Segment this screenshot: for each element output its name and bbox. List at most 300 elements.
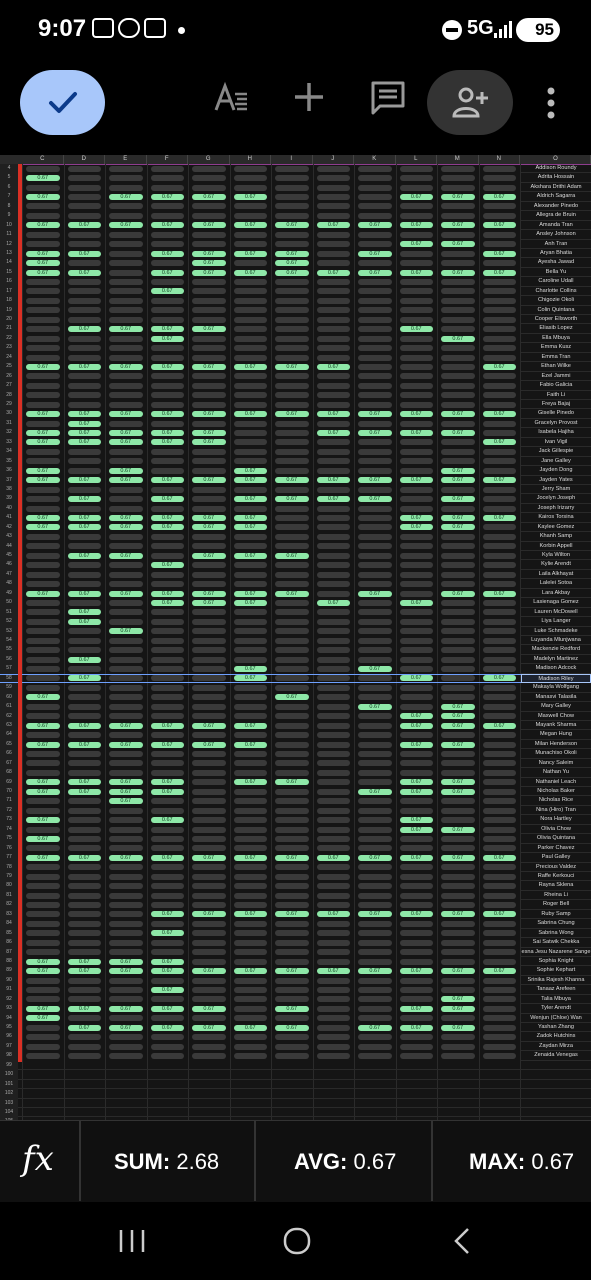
table-cell[interactable]	[26, 487, 60, 493]
table-cell[interactable]	[483, 383, 517, 389]
student-name-cell[interactable]: Isabela Hajiha	[521, 428, 591, 437]
table-cell[interactable]	[400, 732, 434, 738]
empty-row[interactable]	[18, 1099, 591, 1108]
table-cell[interactable]: 0.67	[26, 524, 60, 530]
student-name-cell[interactable]: Sai Satwik Chekka	[521, 938, 591, 947]
table-cell[interactable]	[400, 978, 434, 984]
table-cell[interactable]: 0.67	[192, 251, 226, 257]
table-cell[interactable]	[483, 1053, 517, 1059]
table-cell[interactable]: 0.67	[441, 1006, 475, 1012]
table-cell[interactable]	[68, 373, 102, 379]
table-cell[interactable]	[109, 600, 143, 606]
table-cell[interactable]	[26, 893, 60, 899]
table-cell[interactable]: 0.67	[234, 968, 268, 974]
table-cell[interactable]	[68, 996, 102, 1002]
table-cell[interactable]	[68, 930, 102, 936]
row-header[interactable]: 37	[0, 476, 18, 485]
table-cell[interactable]	[275, 487, 309, 493]
table-cell[interactable]: 0.67	[358, 251, 392, 257]
table-cell[interactable]	[109, 902, 143, 908]
student-name-cell[interactable]: Nicholas Rice	[521, 796, 591, 805]
table-cell[interactable]	[358, 817, 392, 823]
column-header-g[interactable]: G	[188, 155, 230, 164]
table-cell[interactable]	[483, 524, 517, 530]
table-cell[interactable]	[234, 581, 268, 587]
table-cell[interactable]: 0.67	[26, 515, 60, 521]
table-cell[interactable]	[317, 194, 351, 200]
table-cell[interactable]	[317, 185, 351, 191]
table-cell[interactable]	[441, 166, 475, 172]
table-cell[interactable]	[26, 930, 60, 936]
table-cell[interactable]: 0.67	[192, 968, 226, 974]
table-cell[interactable]: 0.67	[68, 496, 102, 502]
table-cell[interactable]	[483, 817, 517, 823]
table-cell[interactable]	[275, 288, 309, 294]
table-cell[interactable]	[400, 392, 434, 398]
table-cell[interactable]	[234, 845, 268, 851]
table-cell[interactable]	[358, 978, 392, 984]
table-cell[interactable]	[400, 317, 434, 323]
table-cell[interactable]	[275, 647, 309, 653]
table-cell[interactable]	[151, 572, 185, 578]
table-cell[interactable]: 0.67	[151, 439, 185, 445]
table-cell[interactable]	[109, 657, 143, 663]
table-cell[interactable]	[400, 628, 434, 634]
table-cell[interactable]: 0.67	[109, 855, 143, 861]
table-cell[interactable]	[400, 449, 434, 455]
table-cell[interactable]	[358, 421, 392, 427]
row-header[interactable]: 51	[0, 608, 18, 617]
table-cell[interactable]	[151, 383, 185, 389]
table-cell[interactable]	[68, 572, 102, 578]
table-cell[interactable]	[26, 307, 60, 313]
table-cell[interactable]	[317, 996, 351, 1002]
row-header[interactable]: 89	[0, 966, 18, 975]
student-name-cell[interactable]: Sophie Kephart	[521, 966, 591, 975]
table-cell[interactable]	[68, 383, 102, 389]
table-cell[interactable]	[317, 355, 351, 361]
table-cell[interactable]: 0.67	[151, 855, 185, 861]
table-cell[interactable]	[317, 506, 351, 512]
row-header[interactable]: 77	[0, 853, 18, 862]
table-cell[interactable]	[358, 458, 392, 464]
table-cell[interactable]	[317, 817, 351, 823]
table-cell[interactable]	[275, 930, 309, 936]
row-header[interactable]: 74	[0, 825, 18, 834]
table-cell[interactable]	[400, 1044, 434, 1050]
table-cell[interactable]	[26, 383, 60, 389]
table-cell[interactable]	[317, 373, 351, 379]
row-header[interactable]: 35	[0, 457, 18, 466]
table-cell[interactable]	[151, 685, 185, 691]
table-cell[interactable]: 0.67	[109, 430, 143, 436]
table-cell[interactable]	[68, 458, 102, 464]
table-cell[interactable]	[400, 940, 434, 946]
table-cell[interactable]	[483, 336, 517, 342]
table-cell[interactable]	[109, 260, 143, 266]
table-cell[interactable]	[358, 487, 392, 493]
table-cell[interactable]	[317, 241, 351, 247]
table-cell[interactable]: 0.67	[192, 515, 226, 521]
empty-row[interactable]	[18, 1108, 591, 1117]
table-cell[interactable]	[26, 336, 60, 342]
table-cell[interactable]	[234, 534, 268, 540]
table-cell[interactable]	[400, 288, 434, 294]
table-cell[interactable]	[483, 534, 517, 540]
table-cell[interactable]	[358, 581, 392, 587]
table-cell[interactable]	[275, 723, 309, 729]
table-cell[interactable]: 0.67	[109, 1025, 143, 1031]
table-cell[interactable]	[234, 987, 268, 993]
table-cell[interactable]: 0.67	[400, 515, 434, 521]
table-cell[interactable]	[26, 1034, 60, 1040]
table-cell[interactable]	[68, 713, 102, 719]
table-cell[interactable]	[68, 345, 102, 351]
student-name-cell[interactable]: Tyler Arendt	[521, 1004, 591, 1013]
table-cell[interactable]: 0.67	[151, 288, 185, 294]
table-cell[interactable]	[317, 760, 351, 766]
table-cell[interactable]	[192, 996, 226, 1002]
table-cell[interactable]	[26, 298, 60, 304]
table-cell[interactable]	[68, 534, 102, 540]
table-cell[interactable]	[358, 543, 392, 549]
table-cell[interactable]	[358, 628, 392, 634]
table-cell[interactable]	[275, 194, 309, 200]
table-cell[interactable]	[358, 317, 392, 323]
row-header[interactable]: 7	[0, 192, 18, 201]
table-cell[interactable]	[68, 260, 102, 266]
table-cell[interactable]	[26, 355, 60, 361]
table-cell[interactable]	[192, 930, 226, 936]
table-cell[interactable]	[317, 675, 351, 681]
table-cell[interactable]	[400, 336, 434, 342]
table-cell[interactable]	[192, 864, 226, 870]
table-cell[interactable]	[26, 600, 60, 606]
table-cell[interactable]	[234, 827, 268, 833]
table-cell[interactable]	[483, 685, 517, 691]
table-cell[interactable]	[317, 713, 351, 719]
table-cell[interactable]: 0.67	[400, 827, 434, 833]
empty-row[interactable]	[18, 1089, 591, 1098]
table-cell[interactable]	[26, 940, 60, 946]
table-cell[interactable]	[441, 449, 475, 455]
more-vertical-icon[interactable]	[545, 86, 557, 120]
student-name-cell[interactable]: Zaydan Mirza	[521, 1042, 591, 1051]
table-cell[interactable]	[109, 185, 143, 191]
table-cell[interactable]: 0.67	[68, 524, 102, 530]
table-cell[interactable]	[400, 534, 434, 540]
row-header[interactable]: 41	[0, 513, 18, 522]
table-cell[interactable]	[68, 232, 102, 238]
table-cell[interactable]	[317, 392, 351, 398]
table-cell[interactable]	[151, 298, 185, 304]
table-cell[interactable]	[483, 241, 517, 247]
table-cell[interactable]	[483, 827, 517, 833]
student-name-cell[interactable]: Aldrich Sagarra	[521, 192, 591, 201]
table-cell[interactable]: 0.67	[317, 430, 351, 436]
table-cell[interactable]	[234, 940, 268, 946]
student-name-cell[interactable]: Sabrina Chung	[521, 919, 591, 928]
table-cell[interactable]	[400, 203, 434, 209]
row-header[interactable]: 83	[0, 910, 18, 919]
table-cell[interactable]	[317, 874, 351, 880]
student-name-cell[interactable]: Manasvi Talasila	[521, 693, 591, 702]
table-cell[interactable]: 0.67	[26, 270, 60, 276]
table-cell[interactable]	[192, 836, 226, 842]
table-cell[interactable]	[358, 836, 392, 842]
table-cell[interactable]	[109, 845, 143, 851]
table-cell[interactable]	[358, 751, 392, 757]
table-cell[interactable]	[400, 930, 434, 936]
table-cell[interactable]	[441, 845, 475, 851]
table-cell[interactable]: 0.67	[234, 496, 268, 502]
table-cell[interactable]	[26, 760, 60, 766]
table-cell[interactable]	[234, 874, 268, 880]
student-name-cell[interactable]: Jocelyn Joseph	[521, 494, 591, 503]
recents-icon[interactable]	[118, 1228, 146, 1254]
table-cell[interactable]: 0.67	[192, 723, 226, 729]
table-cell[interactable]	[317, 619, 351, 625]
table-cell[interactable]: 0.67	[68, 477, 102, 483]
table-cell[interactable]	[68, 883, 102, 889]
table-cell[interactable]: 0.67	[192, 1025, 226, 1031]
table-cell[interactable]	[151, 864, 185, 870]
table-cell[interactable]: 0.67	[151, 968, 185, 974]
table-cell[interactable]	[26, 864, 60, 870]
table-cell[interactable]	[400, 647, 434, 653]
share-button[interactable]	[427, 70, 513, 135]
table-cell[interactable]	[151, 534, 185, 540]
table-cell[interactable]	[441, 978, 475, 984]
table-cell[interactable]: 0.67	[26, 411, 60, 417]
table-cell[interactable]	[400, 704, 434, 710]
student-name-cell[interactable]: Zadok Hutchins	[521, 1032, 591, 1041]
row-header[interactable]: 44	[0, 542, 18, 551]
table-cell[interactable]	[234, 978, 268, 984]
table-cell[interactable]	[400, 987, 434, 993]
student-name-cell[interactable]: Gracelyn Provost	[521, 419, 591, 428]
table-cell[interactable]	[400, 496, 434, 502]
row-header[interactable]: 67	[0, 759, 18, 768]
student-name-cell[interactable]: Precious Valdez	[521, 863, 591, 872]
table-cell[interactable]	[109, 978, 143, 984]
table-cell[interactable]	[109, 572, 143, 578]
table-cell[interactable]	[441, 458, 475, 464]
table-cell[interactable]	[483, 978, 517, 984]
table-cell[interactable]	[151, 921, 185, 927]
table-cell[interactable]	[26, 808, 60, 814]
table-cell[interactable]	[109, 609, 143, 615]
table-cell[interactable]: 0.67	[400, 477, 434, 483]
row-header[interactable]: 76	[0, 844, 18, 853]
table-cell[interactable]	[192, 534, 226, 540]
table-cell[interactable]	[400, 213, 434, 219]
table-cell[interactable]	[234, 949, 268, 955]
table-cell[interactable]	[317, 1044, 351, 1050]
table-cell[interactable]	[109, 534, 143, 540]
table-cell[interactable]	[441, 940, 475, 946]
row-header[interactable]: 80	[0, 881, 18, 890]
table-cell[interactable]	[275, 996, 309, 1002]
table-cell[interactable]: 0.67	[400, 270, 434, 276]
table-cell[interactable]	[317, 515, 351, 521]
table-cell[interactable]	[275, 751, 309, 757]
table-cell[interactable]	[26, 421, 60, 427]
table-cell[interactable]	[441, 817, 475, 823]
table-cell[interactable]: 0.67	[26, 477, 60, 483]
table-cell[interactable]: 0.67	[192, 742, 226, 748]
row-header[interactable]: 47	[0, 570, 18, 579]
table-cell[interactable]	[358, 534, 392, 540]
table-cell[interactable]: 0.67	[26, 836, 60, 842]
table-cell[interactable]	[192, 619, 226, 625]
row-header[interactable]: 97	[0, 1042, 18, 1051]
table-cell[interactable]	[234, 685, 268, 691]
table-cell[interactable]	[483, 987, 517, 993]
table-cell[interactable]	[192, 817, 226, 823]
table-cell[interactable]	[358, 166, 392, 172]
table-cell[interactable]: 0.67	[275, 591, 309, 597]
table-cell[interactable]	[192, 487, 226, 493]
table-cell[interactable]	[68, 940, 102, 946]
table-cell[interactable]	[400, 562, 434, 568]
row-header[interactable]: 66	[0, 749, 18, 758]
table-cell[interactable]	[358, 439, 392, 445]
table-cell[interactable]	[483, 798, 517, 804]
confirm-button[interactable]	[20, 70, 105, 135]
table-cell[interactable]	[151, 458, 185, 464]
table-cell[interactable]: 0.67	[441, 704, 475, 710]
table-cell[interactable]	[26, 987, 60, 993]
table-cell[interactable]	[358, 987, 392, 993]
student-name-cell[interactable]: Anh Tran	[521, 240, 591, 249]
table-cell[interactable]	[192, 288, 226, 294]
table-cell[interactable]	[317, 562, 351, 568]
table-cell[interactable]	[68, 487, 102, 493]
table-cell[interactable]	[109, 685, 143, 691]
table-cell[interactable]	[358, 307, 392, 313]
table-cell[interactable]	[109, 874, 143, 880]
table-cell[interactable]: 0.67	[151, 477, 185, 483]
table-cell[interactable]	[151, 449, 185, 455]
table-cell[interactable]: 0.67	[275, 496, 309, 502]
table-cell[interactable]	[192, 232, 226, 238]
table-cell[interactable]	[234, 694, 268, 700]
table-cell[interactable]	[68, 694, 102, 700]
table-cell[interactable]: 0.67	[26, 742, 60, 748]
row-header[interactable]: 33	[0, 438, 18, 447]
row-header[interactable]: 10	[0, 221, 18, 230]
table-cell[interactable]	[483, 930, 517, 936]
table-cell[interactable]	[358, 345, 392, 351]
student-name-cell[interactable]: Madelyn Martinez	[521, 655, 591, 664]
table-cell[interactable]: 0.67	[151, 364, 185, 370]
table-cell[interactable]: 0.67	[68, 326, 102, 332]
table-cell[interactable]: 0.67	[26, 251, 60, 257]
column-header-k[interactable]: K	[354, 155, 396, 164]
table-cell[interactable]	[234, 175, 268, 181]
table-cell[interactable]: 0.67	[68, 855, 102, 861]
row-header[interactable]: 28	[0, 391, 18, 400]
table-cell[interactable]	[275, 817, 309, 823]
table-cell[interactable]	[275, 921, 309, 927]
row-header[interactable]: 36	[0, 466, 18, 475]
table-cell[interactable]	[317, 1015, 351, 1021]
table-cell[interactable]: 0.67	[26, 194, 60, 200]
table-cell[interactable]	[358, 1053, 392, 1059]
table-cell[interactable]	[317, 449, 351, 455]
table-cell[interactable]	[483, 704, 517, 710]
table-cell[interactable]	[441, 600, 475, 606]
table-cell[interactable]	[192, 893, 226, 899]
table-cell[interactable]	[275, 515, 309, 521]
table-cell[interactable]: 0.67	[483, 222, 517, 228]
table-cell[interactable]	[483, 609, 517, 615]
table-cell[interactable]	[275, 742, 309, 748]
table-cell[interactable]	[358, 619, 392, 625]
student-name-cell[interactable]: Lalelei Sotoa	[521, 579, 591, 588]
table-cell[interactable]	[441, 921, 475, 927]
table-cell[interactable]	[275, 430, 309, 436]
table-cell[interactable]	[483, 893, 517, 899]
table-cell[interactable]: 0.67	[317, 968, 351, 974]
student-name-cell[interactable]: Zenaida Venegas	[521, 1051, 591, 1060]
table-cell[interactable]	[109, 279, 143, 285]
table-cell[interactable]: 0.67	[26, 591, 60, 597]
table-cell[interactable]	[483, 638, 517, 644]
table-cell[interactable]	[26, 1025, 60, 1031]
table-cell[interactable]	[192, 241, 226, 247]
table-cell[interactable]	[234, 307, 268, 313]
column-header-i[interactable]: I	[271, 155, 313, 164]
table-cell[interactable]	[26, 978, 60, 984]
table-cell[interactable]	[109, 911, 143, 917]
table-cell[interactable]	[441, 694, 475, 700]
table-cell[interactable]	[234, 1006, 268, 1012]
student-name-cell[interactable]: Jack Gillespie	[521, 447, 591, 456]
table-cell[interactable]	[275, 506, 309, 512]
row-header[interactable]: 104	[0, 1108, 18, 1117]
table-cell[interactable]	[68, 241, 102, 247]
table-cell[interactable]	[275, 383, 309, 389]
table-cell[interactable]: 0.67	[441, 270, 475, 276]
table-cell[interactable]: 0.67	[234, 411, 268, 417]
table-cell[interactable]	[234, 487, 268, 493]
table-cell[interactable]: 0.67	[441, 827, 475, 833]
table-cell[interactable]: 0.67	[441, 723, 475, 729]
table-cell[interactable]	[192, 827, 226, 833]
table-cell[interactable]	[275, 789, 309, 795]
table-cell[interactable]	[151, 638, 185, 644]
row-header[interactable]: 13	[0, 249, 18, 258]
table-cell[interactable]	[234, 959, 268, 965]
table-cell[interactable]	[151, 1015, 185, 1021]
table-cell[interactable]	[275, 685, 309, 691]
table-cell[interactable]: 0.67	[317, 477, 351, 483]
table-cell[interactable]	[317, 902, 351, 908]
table-cell[interactable]	[317, 808, 351, 814]
table-cell[interactable]	[317, 827, 351, 833]
table-cell[interactable]	[109, 270, 143, 276]
table-cell[interactable]	[26, 543, 60, 549]
row-header[interactable]: 12	[0, 240, 18, 249]
table-cell[interactable]	[151, 902, 185, 908]
table-cell[interactable]	[275, 609, 309, 615]
column-header-c[interactable]: C	[22, 155, 64, 164]
table-cell[interactable]	[192, 213, 226, 219]
table-cell[interactable]	[400, 543, 434, 549]
row-header[interactable]: 18	[0, 296, 18, 305]
